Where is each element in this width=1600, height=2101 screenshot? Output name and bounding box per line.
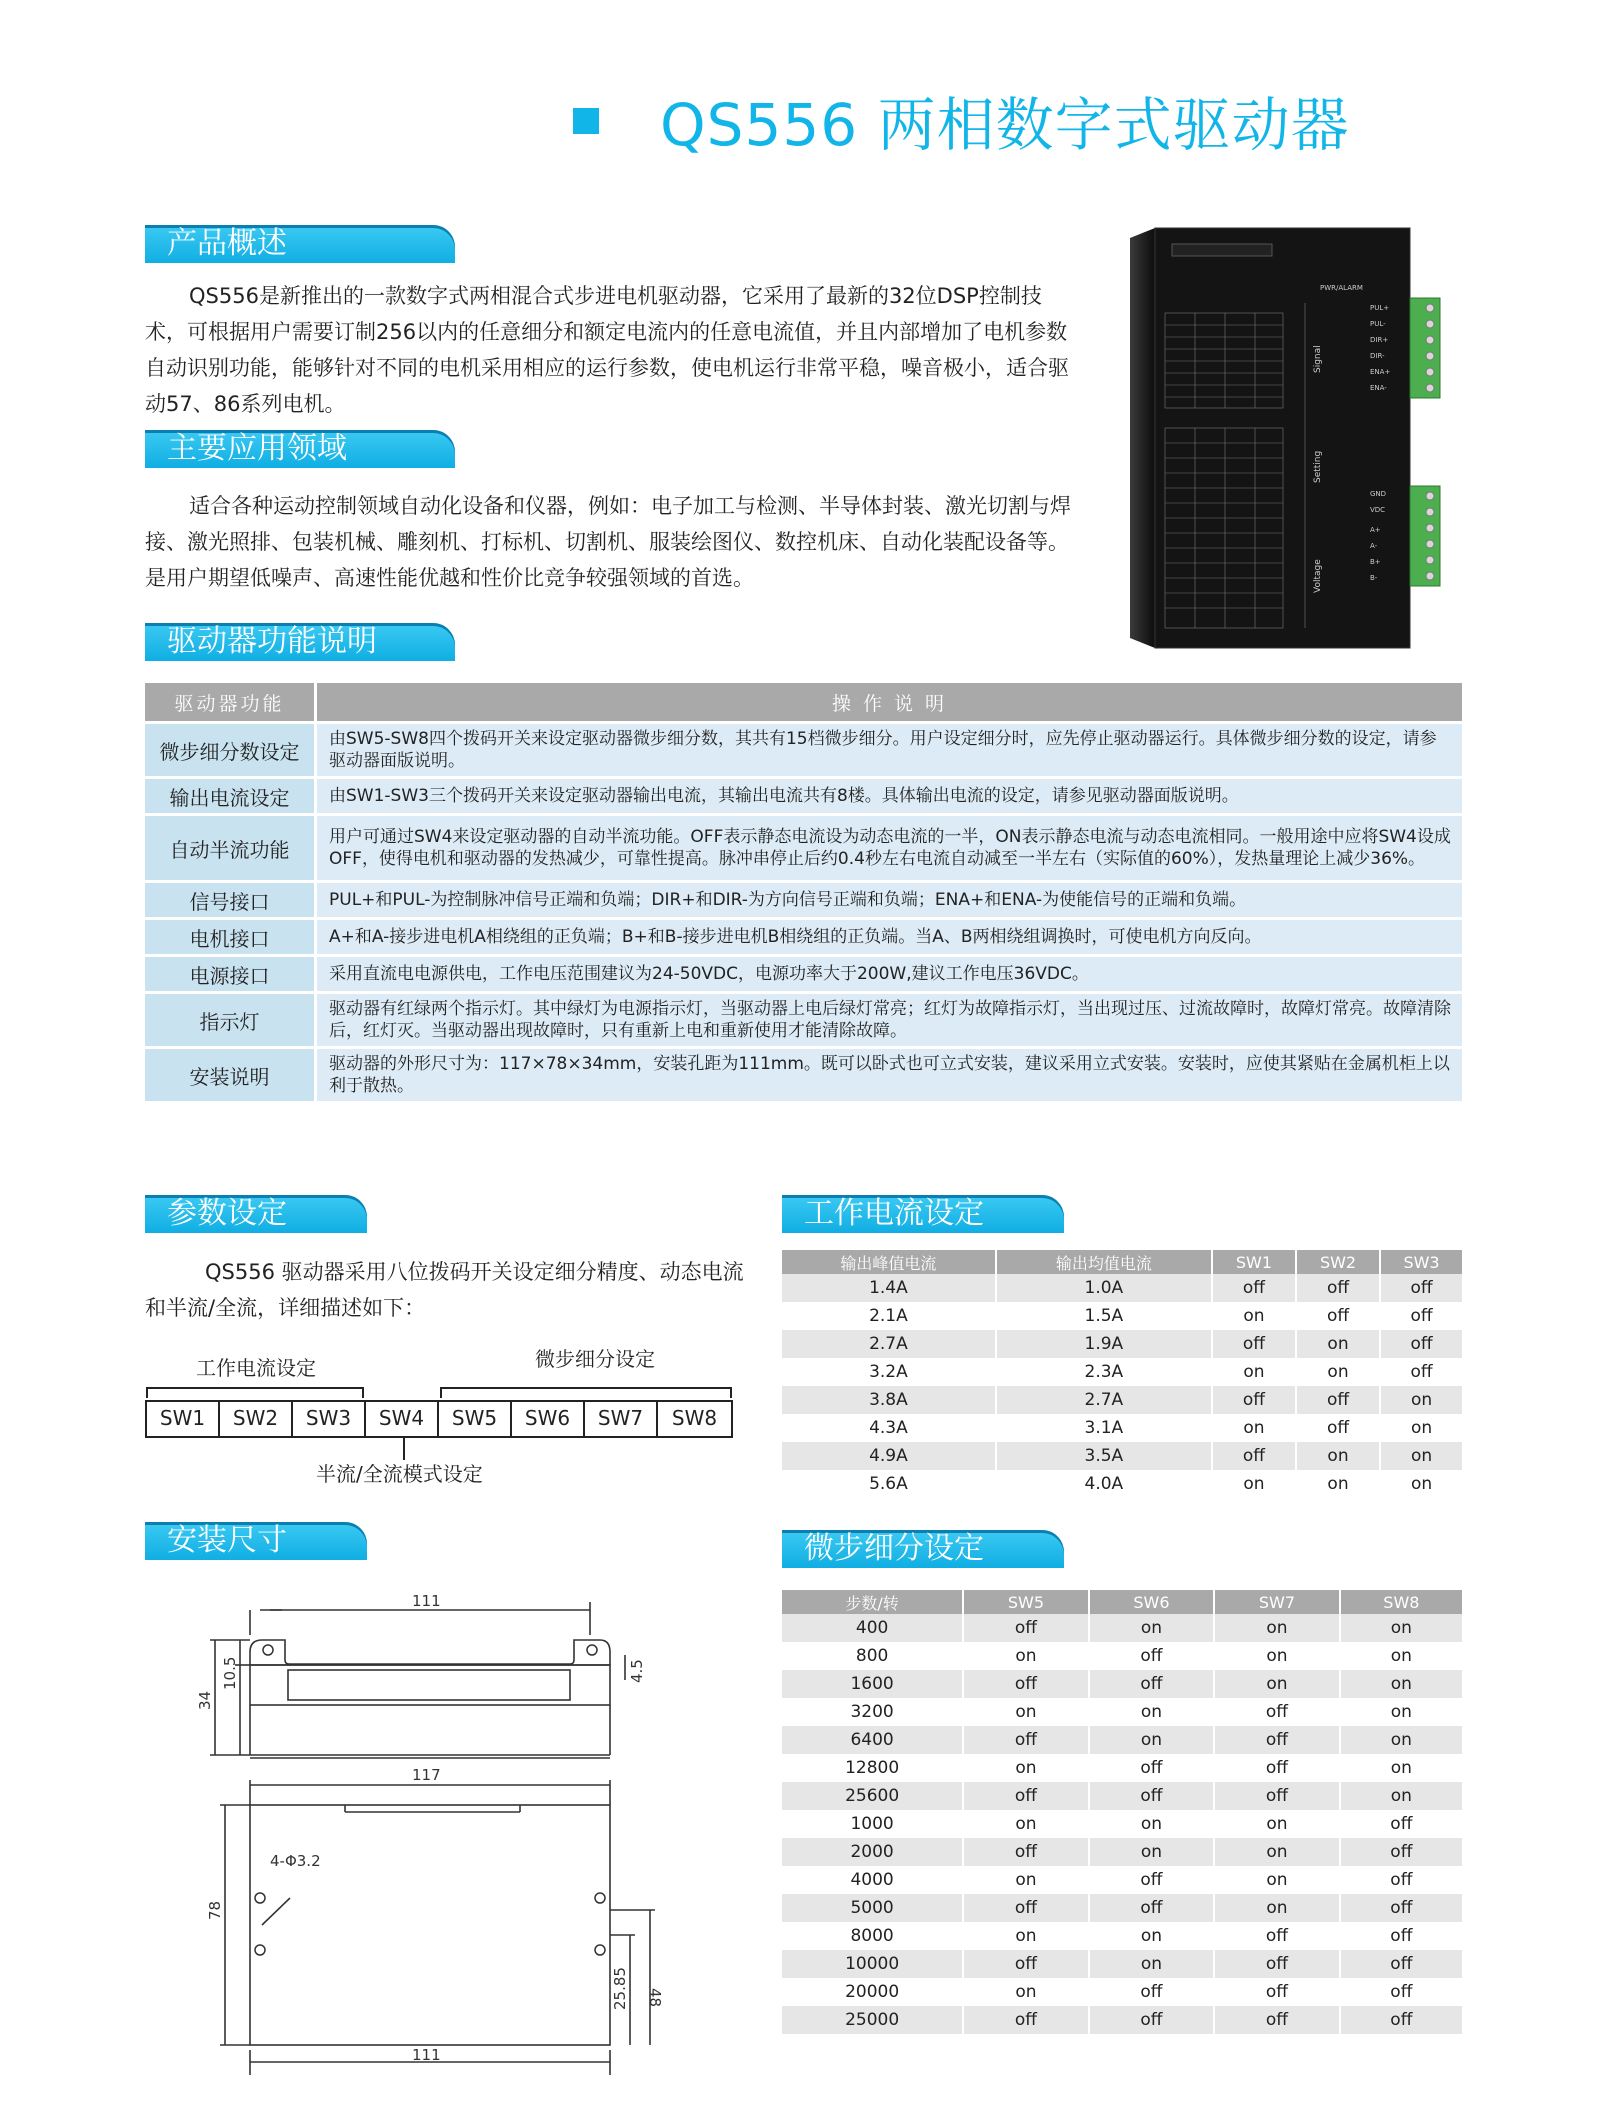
microstep-cell: on (1089, 1922, 1215, 1950)
func-feature: 电源接口 (145, 957, 317, 991)
microstep-row (782, 1670, 1462, 1698)
driver-product-image (1130, 228, 1450, 648)
microstep-cell: on (1340, 1726, 1462, 1754)
microstep-cell: off (1340, 1866, 1462, 1894)
current-cell: off (1296, 1274, 1380, 1302)
microstep-cell: off (1340, 1838, 1462, 1866)
dip-sw8: SW8 (671, 1406, 718, 1430)
microstep-cell: on (1089, 1698, 1215, 1726)
func-row (145, 779, 1462, 813)
dip-label-half: 半流/全流模式设定 (316, 1462, 483, 1486)
pin-vdc: VDC (1370, 506, 1386, 514)
dim-117: 117 (412, 1766, 441, 1784)
pin-pul-minus: PUL- (1370, 320, 1386, 328)
dim-48: 48 (646, 1988, 664, 2008)
microstep-cell: on (1089, 1726, 1215, 1754)
microstep-header: SW8 (1340, 1590, 1462, 1614)
microstep-row (782, 1698, 1462, 1726)
dip-sw5: SW5 (439, 1402, 512, 1436)
current-table (782, 1250, 1462, 1498)
current-cell: on (1296, 1442, 1380, 1470)
microstep-cell: 2000 (782, 1838, 963, 1866)
microstep-cell: on (1214, 1670, 1340, 1698)
dim-25-85: 25.85 (611, 1967, 629, 2010)
signal-label: Signal (1313, 345, 1323, 373)
pin-pul-plus: PUL+ (1370, 304, 1390, 312)
microstep-cell: off (1089, 1894, 1215, 1922)
microstep-header: SW6 (1089, 1590, 1215, 1614)
current-cell: off (1380, 1302, 1462, 1330)
microstep-cell: on (963, 1978, 1089, 2006)
pin-dir-plus: DIR+ (1370, 336, 1389, 344)
banner-current: 工作电流设定 (782, 1195, 1064, 1233)
func-feature: 指示灯 (145, 994, 317, 1046)
func-description: 由SW5-SW8四个拨码开关来设定驱动器微步细分数，其共有15档微步细分。用户设定细分时，应先停止驱动器运行。具体微步细分数的设定，请参驱动器面版说明。 (317, 724, 1462, 776)
current-cell: on (1212, 1302, 1296, 1330)
pin-a-minus: A- (1370, 542, 1378, 550)
microstep-row (782, 2006, 1462, 2034)
microstep-cell: off (1089, 1642, 1215, 1670)
current-cell: off (1380, 1330, 1462, 1358)
microstep-header: SW7 (1214, 1590, 1340, 1614)
current-cell: off (1296, 1414, 1380, 1442)
microstep-cell: 5000 (782, 1894, 963, 1922)
panel-header: PWR/ALARM (1320, 284, 1363, 292)
current-cell: on (1380, 1386, 1462, 1414)
overview-text: QS556是新推出的一款数字式两相混合式步进电机驱动器，它采用了最新的32位DSP控制技术，可根据用户需要订制256以内的任意细分和额定电流内的任意电流值，并且内部增加了电机参数自动识别功能，能够针对不同的电机采用相应的运行参数，使电机运行非常平稳，噪音极小，适合驱动57、86系列电机。 (145, 284, 1069, 416)
microstep-row (782, 1950, 1462, 1978)
microstep-cell: on (1214, 1614, 1340, 1642)
func-row (145, 994, 1462, 1046)
banner-applications: 主要应用领域 (145, 430, 455, 468)
microstep-cell: 1000 (782, 1810, 963, 1838)
microstep-row (782, 1894, 1462, 1922)
microstep-cell: on (1214, 1810, 1340, 1838)
current-cell: on (1212, 1470, 1296, 1498)
func-description: 由SW1-SW3三个拨码开关来设定驱动器输出电流，其输出电流共有8楼。具体输出电流的设定，请参见驱动器面版说明。 (317, 779, 1462, 813)
func-row (145, 883, 1462, 917)
current-cell: off (1296, 1386, 1380, 1414)
current-cell: 3.5A (996, 1442, 1212, 1470)
current-row (782, 1274, 1462, 1302)
current-cell: 5.6A (782, 1470, 996, 1498)
func-row (145, 816, 1462, 880)
current-cell: on (1212, 1414, 1296, 1442)
microstep-cell: on (1214, 1894, 1340, 1922)
dim-holes: 4-Φ3.2 (270, 1852, 321, 1870)
dip-sw1: SW1 (147, 1402, 220, 1436)
title-square-icon (573, 108, 599, 134)
microstep-cell: on (1089, 1950, 1215, 1978)
func-feature: 电机接口 (145, 920, 317, 954)
function-table (145, 680, 1462, 1104)
microstep-cell: off (1214, 1698, 1340, 1726)
current-cell: on (1380, 1414, 1462, 1442)
microstep-cell: on (1214, 1838, 1340, 1866)
microstep-cell: off (963, 1782, 1089, 1810)
microstep-row (782, 1922, 1462, 1950)
microstep-cell: 8000 (782, 1922, 963, 1950)
microstep-cell: off (1089, 2006, 1215, 2034)
microstep-cell: 400 (782, 1614, 963, 1642)
microstep-cell: 20000 (782, 1978, 963, 2006)
microstep-cell: on (963, 1810, 1089, 1838)
func-feature: 信号接口 (145, 883, 317, 917)
microstep-header: 步数/转 (782, 1590, 963, 1614)
pin-b-plus: B+ (1370, 558, 1381, 566)
dip-switch-row (145, 1400, 733, 1438)
current-header: SW3 (1380, 1250, 1462, 1274)
microstep-cell: off (963, 2006, 1089, 2034)
microstep-cell: on (1340, 1782, 1462, 1810)
dip-sw3: SW3 (293, 1402, 366, 1436)
current-cell: 2.3A (996, 1358, 1212, 1386)
microstep-cell: on (963, 1866, 1089, 1894)
func-row (145, 920, 1462, 954)
func-header-description: 操 作 说 明 (317, 683, 1462, 721)
current-cell: on (1212, 1358, 1296, 1386)
microstep-cell: off (1089, 1866, 1215, 1894)
func-feature: 微步细分数设定 (145, 724, 317, 776)
microstep-cell: off (963, 1950, 1089, 1978)
current-cell: off (1212, 1442, 1296, 1470)
microstep-cell: off (963, 1726, 1089, 1754)
microstep-header: SW5 (963, 1590, 1089, 1614)
current-row (782, 1330, 1462, 1358)
current-cell: 1.0A (996, 1274, 1212, 1302)
pin-b-minus: B- (1370, 574, 1378, 582)
microstep-cell: off (1340, 1950, 1462, 1978)
microstep-cell: on (1340, 1754, 1462, 1782)
microstep-cell: off (963, 1894, 1089, 1922)
func-description: 采用直流电电源供电，工作电压范围建议为24-50VDC，电源功率大于200W,建议工作电压36VDC。 (317, 957, 1462, 991)
current-row (782, 1414, 1462, 1442)
microstep-cell: on (963, 1922, 1089, 1950)
microstep-cell: off (1089, 1978, 1215, 2006)
microstep-cell: on (963, 1754, 1089, 1782)
current-cell: off (1212, 1386, 1296, 1414)
current-cell: 1.5A (996, 1302, 1212, 1330)
microstep-cell: off (1214, 1754, 1340, 1782)
microstep-cell: 10000 (782, 1950, 963, 1978)
pin-gnd: GND (1370, 490, 1387, 498)
microstep-cell: 25000 (782, 2006, 963, 2034)
microstep-cell: on (1340, 1670, 1462, 1698)
current-cell: off (1212, 1330, 1296, 1358)
microstep-cell: 800 (782, 1642, 963, 1670)
microstep-cell: off (963, 1838, 1089, 1866)
func-description: 用户可通过SW4来设定驱动器的自动半流功能。OFF表示静态电流设为动态电流的一半，ON表示静态电流与动态电流相同。一般用途中应将SW4设成OFF，使得电机和驱动器的发热减少，可靠性提高。脉冲串停止后约0.4秒左右电流自动减至一半左右（实际值的60%），发热量理论上减少36%。 (317, 816, 1462, 880)
microstep-row (782, 1866, 1462, 1894)
current-cell: off (1380, 1358, 1462, 1386)
current-header: SW1 (1212, 1250, 1296, 1274)
microstep-row (782, 1614, 1462, 1642)
applications-text: 适合各种运动控制领域自动化设备和仪器，例如：电子加工与检测、半导体封装、激光切割与焊接、激光照排、包装机械、雕刻机、打标机、切割机、服装绘图仪、数控机床、自动化装配设备等。是用户期望低噪声、高速性能优越和性价比竞争较强领域的首选。 (145, 494, 1071, 590)
microstep-cell: on (1089, 1838, 1215, 1866)
microstep-cell: off (963, 1614, 1089, 1642)
microstep-cell: off (1089, 1782, 1215, 1810)
current-cell: on (1296, 1358, 1380, 1386)
func-description: 驱动器有红绿两个指示灯。其中绿灯为电源指示灯，当驱动器上电后绿灯常亮；红灯为故障指示灯，当出现过压、过流故障时，故障灯常亮。故障清除后，红灯灭。当驱动器出现故障时，只有重新上电和重新使用才能清除故障。 (317, 994, 1462, 1046)
current-cell: off (1212, 1274, 1296, 1302)
current-row (782, 1358, 1462, 1386)
microstep-cell: on (1214, 1866, 1340, 1894)
page-title: QS556 两相数字式驱动器 (660, 91, 1350, 159)
setting-label: Setting (1313, 450, 1323, 483)
dip-sw7: SW7 (585, 1402, 658, 1436)
current-cell: on (1296, 1470, 1380, 1498)
microstep-cell: off (1214, 2006, 1340, 2034)
pin-ena-plus: ENA+ (1370, 368, 1391, 376)
microstep-cell: off (1340, 2006, 1462, 2034)
banner-microstep: 微步细分设定 (782, 1530, 1064, 1568)
banner-functions: 驱动器功能说明 (145, 623, 455, 661)
func-feature: 安装说明 (145, 1049, 317, 1101)
current-cell: 1.4A (782, 1274, 996, 1302)
func-feature: 输出电流设定 (145, 779, 317, 813)
microstep-cell: off (1340, 1978, 1462, 2006)
microstep-cell: on (1089, 1614, 1215, 1642)
microstep-cell: on (1089, 1810, 1215, 1838)
microstep-row (782, 1978, 1462, 2006)
microstep-table (782, 1590, 1462, 2034)
dim-111-bottom: 111 (412, 2046, 441, 2064)
microstep-cell: off (1214, 1782, 1340, 1810)
microstep-cell: 12800 (782, 1754, 963, 1782)
dim-111-top: 111 (412, 1592, 441, 1610)
func-description: PUL+和PUL-为控制脉冲信号正端和负端；DIR+和DIR-为方向信号正端和负端；ENA+和ENA-为使能信号的正端和负端。 (317, 883, 1462, 917)
microstep-cell: 25600 (782, 1782, 963, 1810)
microstep-cell: on (963, 1698, 1089, 1726)
current-row (782, 1470, 1462, 1498)
microstep-cell: off (1089, 1754, 1215, 1782)
dip-label-micro: 微步细分设定 (535, 1347, 655, 1371)
current-header: 输出峰值电流 (782, 1250, 996, 1274)
microstep-cell: on (963, 1642, 1089, 1670)
dimension-drawing (190, 1580, 664, 2070)
current-header: SW2 (1296, 1250, 1380, 1274)
microstep-row (782, 1810, 1462, 1838)
microstep-cell: on (1340, 1642, 1462, 1670)
current-cell: 2.1A (782, 1302, 996, 1330)
microstep-row (782, 1726, 1462, 1754)
dim-10-5: 10.5 (221, 1656, 239, 1690)
microstep-row (782, 1642, 1462, 1670)
dim-78: 78 (206, 1900, 224, 1920)
current-cell: 2.7A (996, 1386, 1212, 1414)
current-cell: on (1380, 1442, 1462, 1470)
pin-a-plus: A+ (1370, 526, 1381, 534)
microstep-cell: off (1340, 1894, 1462, 1922)
dip-sw6: SW6 (512, 1402, 585, 1436)
current-cell: off (1296, 1302, 1380, 1330)
func-row (145, 957, 1462, 991)
microstep-cell: 4000 (782, 1866, 963, 1894)
dip-sw4: SW4 (366, 1402, 439, 1436)
banner-params: 参数设定 (145, 1195, 367, 1233)
banner-overview: 产品概述 (145, 225, 455, 263)
current-cell: 2.7A (782, 1330, 996, 1358)
current-cell: on (1380, 1470, 1462, 1498)
current-row (782, 1442, 1462, 1470)
microstep-cell: 6400 (782, 1726, 963, 1754)
microstep-cell: off (1089, 1670, 1215, 1698)
func-feature: 自动半流功能 (145, 816, 317, 880)
current-header: 输出均值电流 (996, 1250, 1212, 1274)
func-row (145, 1049, 1462, 1101)
dim-34: 34 (196, 1690, 214, 1710)
microstep-cell: off (1214, 1726, 1340, 1754)
microstep-cell: off (1214, 1950, 1340, 1978)
microstep-cell: on (1340, 1614, 1462, 1642)
microstep-cell: off (1214, 1978, 1340, 2006)
func-header-feature: 驱动器功能 (145, 683, 317, 721)
microstep-cell: off (1340, 1922, 1462, 1950)
microstep-row (782, 1782, 1462, 1810)
func-row (145, 724, 1462, 776)
current-cell: 4.9A (782, 1442, 996, 1470)
params-text: QS556 驱动器采用八位拨码开关设定细分精度、动态电流和半流/全流，详细描述如下： (145, 1260, 744, 1320)
microstep-cell: on (1340, 1698, 1462, 1726)
microstep-cell: on (1214, 1642, 1340, 1670)
voltage-label: Voltage (1313, 559, 1323, 593)
current-cell: 3.2A (782, 1358, 996, 1386)
microstep-cell: off (1214, 1922, 1340, 1950)
current-cell: off (1380, 1274, 1462, 1302)
microstep-row (782, 1838, 1462, 1866)
current-cell: 3.1A (996, 1414, 1212, 1442)
banner-install: 安装尺寸 (145, 1522, 367, 1560)
microstep-cell: 1600 (782, 1670, 963, 1698)
dip-sw2: SW2 (220, 1402, 293, 1436)
func-description: 驱动器的外形尺寸为：117×78×34mm，安装孔距为111mm。既可以卧式也可立式安装，建议采用立式安装。安装时，应使其紧贴在金属机柜上以利于散热。 (317, 1049, 1462, 1101)
microstep-cell: 3200 (782, 1698, 963, 1726)
current-cell: 4.3A (782, 1414, 996, 1442)
pin-ena-minus: ENA- (1370, 384, 1387, 392)
microstep-row (782, 1754, 1462, 1782)
current-cell: on (1296, 1330, 1380, 1358)
current-row (782, 1302, 1462, 1330)
microstep-cell: off (963, 1670, 1089, 1698)
dim-4-5: 4.5 (628, 1659, 646, 1683)
microstep-cell: off (1340, 1810, 1462, 1838)
current-cell: 1.9A (996, 1330, 1212, 1358)
current-cell: 4.0A (996, 1470, 1212, 1498)
current-cell: 3.8A (782, 1386, 996, 1414)
dip-label-current: 工作电流设定 (196, 1356, 316, 1380)
current-row (782, 1386, 1462, 1414)
pin-dir-minus: DIR- (1370, 352, 1385, 360)
func-description: A+和A-接步进电机A相绕组的正负端；B+和B-接步进电机B相绕组的正负端。当A、B两相绕组调换时，可使电机方向反向。 (317, 920, 1462, 954)
